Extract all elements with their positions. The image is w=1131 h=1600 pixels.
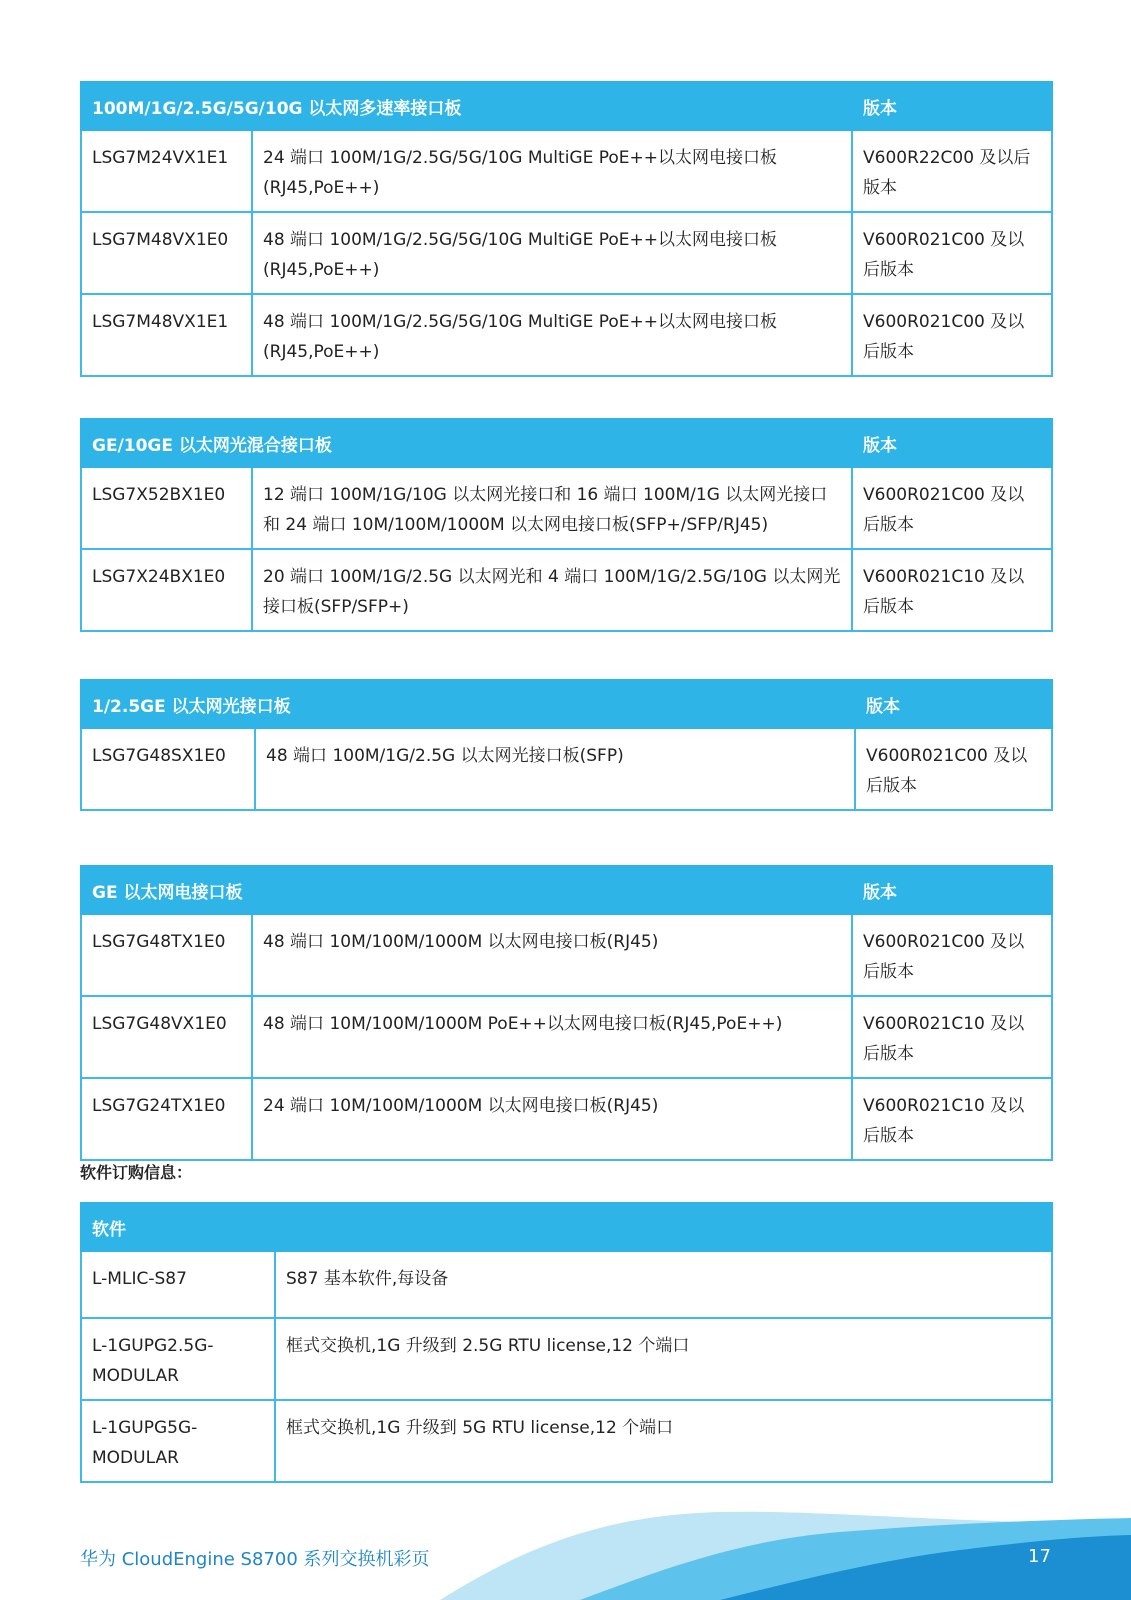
description: S87 基本软件,每设备 <box>275 1251 1052 1318</box>
version-header: 版本 <box>852 866 1052 914</box>
table-row <box>81 1251 1052 1318</box>
description: 24 端口 100M/1G/2.5G/5G/10G MultiGE PoE++以太网电接口板(RJ45,PoE++) <box>252 130 852 212</box>
version: V600R021C10 及以后版本 <box>852 549 1052 631</box>
description: 48 端口 100M/1G/2.5G 以太网光接口板(SFP) <box>255 728 855 810</box>
description: 12 端口 100M/1G/10G 以太网光接口和 16 端口 100M/1G 以太网光接口和 24 端口 10M/100M/1000M 以太网电接口板(SFP+/SFP/RJ45) <box>252 467 852 549</box>
version: V600R22C00 及以后版本 <box>852 130 1052 212</box>
table-header <box>81 866 1052 914</box>
description: 48 端口 100M/1G/2.5G/5G/10G MultiGE PoE++以太网电接口板(RJ45,PoE++) <box>252 294 852 376</box>
table-row <box>81 1400 1052 1482</box>
part-number: LSG7G48SX1E0 <box>81 728 255 810</box>
part-number: LSG7G48VX1E0 <box>81 996 252 1078</box>
description: 48 端口 10M/100M/1000M PoE++以太网电接口板(RJ45,PoE++) <box>252 996 852 1078</box>
version-header: 版本 <box>852 82 1052 130</box>
table-header <box>81 680 1052 728</box>
version: V600R021C00 及以后版本 <box>852 294 1052 376</box>
table-row <box>81 1318 1052 1400</box>
table-row <box>81 914 1052 996</box>
part-number: LSG7M48VX1E1 <box>81 294 252 376</box>
table-title: GE 以太网电接口板 <box>81 866 852 914</box>
part-number: LSG7X52BX1E0 <box>81 467 252 549</box>
part-number: LSG7G48TX1E0 <box>81 914 252 996</box>
electrical-board-table <box>80 865 1053 1161</box>
version: V600R021C00 及以后版本 <box>852 212 1052 294</box>
version-header: 版本 <box>855 680 1052 728</box>
table-header <box>81 82 1052 130</box>
table-row <box>81 467 1052 549</box>
optical-board-table <box>80 679 1053 811</box>
software-ordering-label: 软件订购信息： <box>80 1163 193 1182</box>
part-number: L-1GUPG5G-MODULAR <box>81 1400 275 1482</box>
footer-title: 华为 CloudEngine S8700 系列交换机彩页 <box>80 1549 430 1570</box>
table-row <box>81 294 1052 376</box>
version: V600R021C10 及以后版本 <box>852 1078 1052 1160</box>
table-row <box>81 130 1052 212</box>
part-number: LSG7X24BX1E0 <box>81 549 252 631</box>
table-title: 软件 <box>81 1203 1052 1251</box>
software-table <box>80 1202 1053 1483</box>
part-number: LSG7G24TX1E0 <box>81 1078 252 1160</box>
description: 20 端口 100M/1G/2.5G 以太网光和 4 端口 100M/1G/2.5G/10G 以太网光接口板(SFP/SFP+) <box>252 549 852 631</box>
description: 48 端口 100M/1G/2.5G/5G/10G MultiGE PoE++以太网电接口板(RJ45,PoE++) <box>252 212 852 294</box>
version: V600R021C00 及以后版本 <box>852 914 1052 996</box>
table-row <box>81 996 1052 1078</box>
page-number: 17 <box>1028 1546 1051 1567</box>
multirate-board-table <box>80 81 1053 377</box>
version: V600R021C00 及以后版本 <box>855 728 1052 810</box>
description: 框式交换机,1G 升级到 5G RTU license,12 个端口 <box>275 1400 1052 1482</box>
part-number: LSG7M24VX1E1 <box>81 130 252 212</box>
table-title: 1/2.5GE 以太网光接口板 <box>81 680 855 728</box>
table-row <box>81 728 1052 810</box>
part-number: LSG7M48VX1E0 <box>81 212 252 294</box>
description: 48 端口 10M/100M/1000M 以太网电接口板(RJ45) <box>252 914 852 996</box>
table-header <box>81 419 1052 467</box>
table-title: 100M/1G/2.5G/5G/10G 以太网多速率接口板 <box>81 82 852 130</box>
part-number: L-1GUPG2.5G-MODULAR <box>81 1318 275 1400</box>
description: 框式交换机,1G 升级到 2.5G RTU license,12 个端口 <box>275 1318 1052 1400</box>
table-row <box>81 212 1052 294</box>
table-header <box>81 1203 1052 1251</box>
table-row <box>81 549 1052 631</box>
hybrid-optical-board-table <box>80 418 1053 632</box>
table-title: GE/10GE 以太网光混合接口板 <box>81 419 852 467</box>
table-row <box>81 1078 1052 1160</box>
version: V600R021C00 及以后版本 <box>852 467 1052 549</box>
version: V600R021C10 及以后版本 <box>852 996 1052 1078</box>
part-number: L-MLIC-S87 <box>81 1251 275 1318</box>
version-header: 版本 <box>852 419 1052 467</box>
description: 24 端口 10M/100M/1000M 以太网电接口板(RJ45) <box>252 1078 852 1160</box>
